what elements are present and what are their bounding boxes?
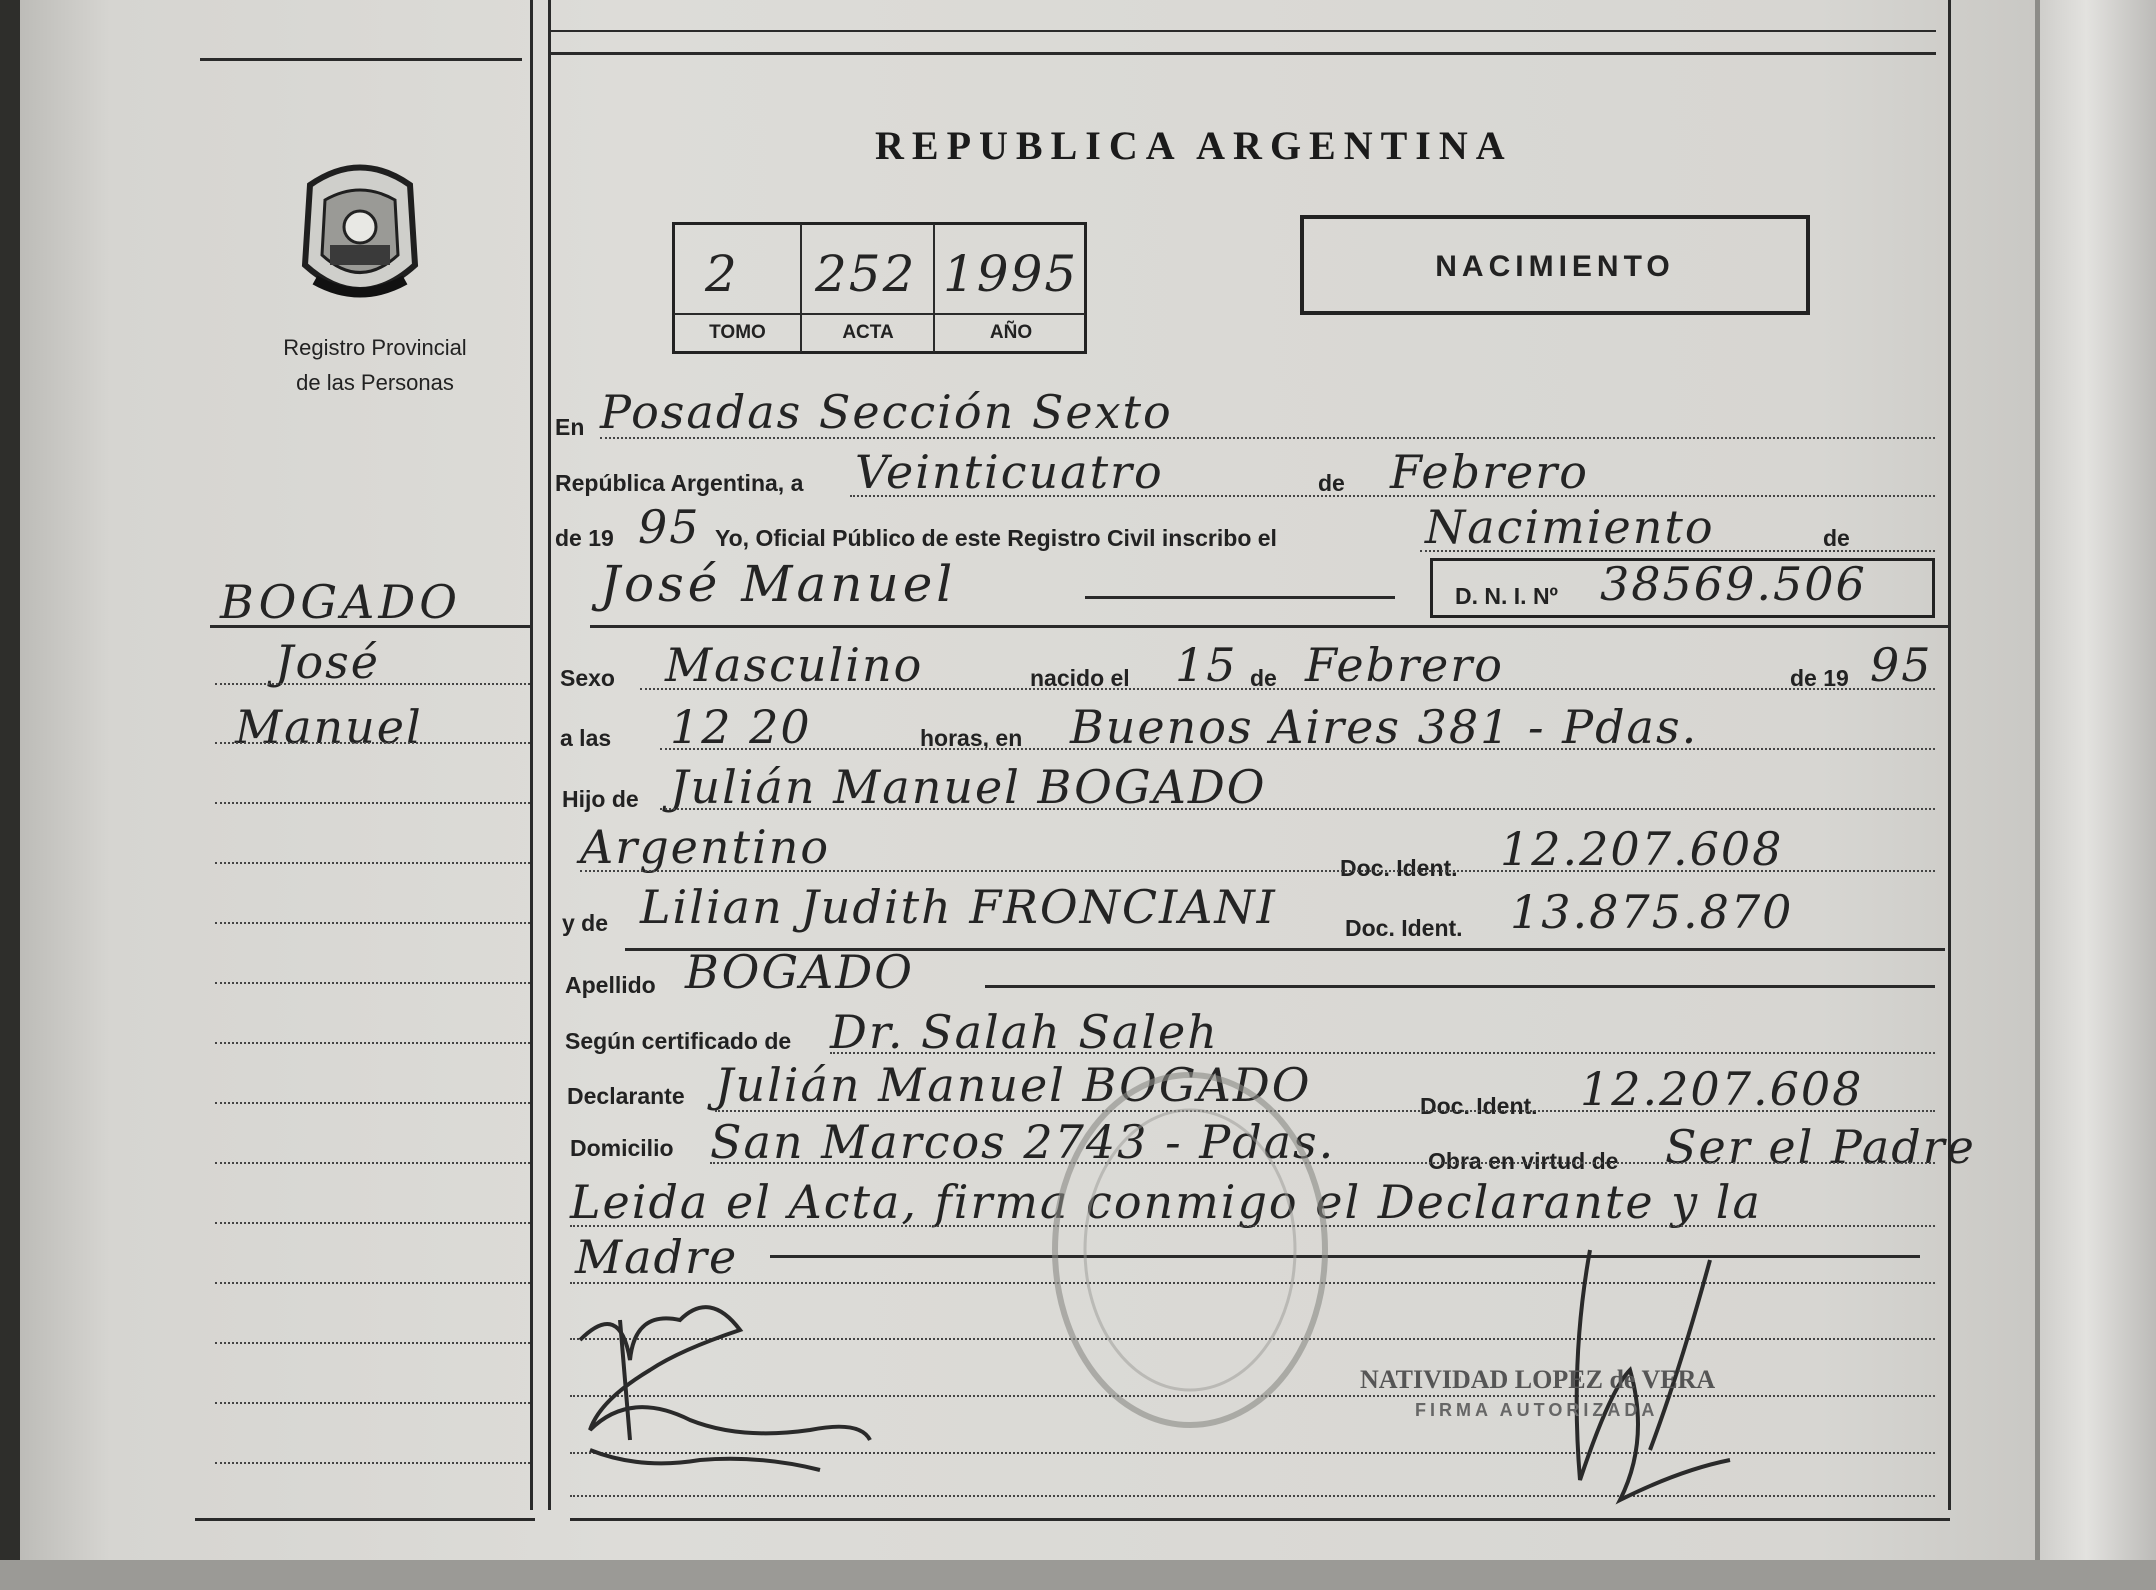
margin-dots: [215, 1162, 530, 1164]
top-rule-right-2: [548, 30, 1936, 32]
de3-label: de: [1250, 665, 1277, 691]
anio-value: 1995: [943, 245, 1079, 303]
birth-day: 15: [1175, 638, 1238, 692]
row-dots: [580, 870, 1935, 872]
margin-dots: [215, 1342, 530, 1344]
birth-year: 95: [1870, 638, 1933, 692]
margin-dots: [215, 802, 530, 804]
declarante-name: Julián Manuel BOGADO: [715, 1058, 1312, 1112]
closing-line2: Madre: [575, 1230, 739, 1284]
row-dots: [660, 748, 1935, 750]
birth-place: Buenos Aires 381 - Pdas.: [1070, 700, 1699, 754]
declarante-label: Declarante: [567, 1083, 685, 1109]
mother-name: Lilian Judith FRONCIANI: [640, 880, 1277, 934]
declarante-doc: 12.207.608: [1580, 1062, 1864, 1116]
obra-value: Ser el Padre: [1665, 1120, 1976, 1174]
dni-value: 38569.506: [1600, 557, 1867, 611]
margin-given2: Manuel: [235, 700, 423, 754]
obra-label: Obra en virtud de: [1428, 1148, 1619, 1174]
margin-dots: [215, 1282, 530, 1284]
birth-month: Febrero: [1305, 638, 1504, 692]
record-type: NACIMIENTO: [1435, 250, 1675, 283]
registry-name-line2: de las Personas: [296, 370, 454, 395]
margin-bottom-rule: [195, 1518, 535, 1521]
margin-dots: [215, 1042, 530, 1044]
apellido-fill-line: [985, 985, 1935, 988]
authorized-signer-name: NATIVIDAD LOPEZ de VERA: [1360, 1365, 1716, 1394]
margin-given1: José: [275, 635, 380, 689]
margin-dots: [215, 742, 530, 744]
margin-dots: [215, 862, 530, 864]
oficial-text: Yo, Oficial Público de este Registro Civil inscribo el: [715, 525, 1277, 551]
anio-label: AÑO: [989, 322, 1033, 343]
authorized-signature-label: FIRMA AUTORIZADA: [1415, 1400, 1659, 1420]
apellido-value: BOGADO: [685, 945, 914, 999]
top-rule-left: [200, 58, 522, 61]
sexo-value: Masculino: [665, 638, 924, 692]
official-stamp-icon: [1040, 1060, 1340, 1440]
place-of-registry: Posadas Sección Sexto: [600, 385, 1173, 439]
segun-label: Según certificado de: [565, 1028, 792, 1054]
column-divider-right: [548, 0, 551, 1510]
provincial-seal-icon: [290, 155, 430, 315]
margin-dots: [215, 683, 530, 685]
form-bottom-rule: [570, 1518, 1950, 1521]
sexo-label: Sexo: [560, 665, 615, 691]
father-nationality: Argentino: [580, 820, 831, 874]
doc2-label: Doc. Ident.: [1345, 915, 1463, 941]
margin-dots: [215, 922, 530, 924]
name-fill-line: [1085, 596, 1395, 599]
row-dots: [600, 437, 1935, 439]
de-label: de: [1318, 470, 1345, 496]
republica-label: República Argentina, a: [555, 470, 804, 496]
row-dots: [660, 808, 1935, 810]
doctor-name: Dr. Salah Saleh: [830, 1005, 1219, 1059]
margin-dots: [215, 1222, 530, 1224]
margin-dots: [215, 1102, 530, 1104]
month: Febrero: [1390, 445, 1589, 499]
facing-page: [2040, 0, 2156, 1590]
nacido-label: nacido el: [1030, 665, 1130, 691]
hijo-label: Hijo de: [562, 786, 639, 812]
en-label: En: [555, 414, 585, 440]
yde-label: y de: [562, 910, 609, 936]
registry-name-line1: Registro Provincial: [283, 335, 467, 360]
alas-label: a las: [560, 725, 612, 751]
doc3-label: Doc. Ident.: [1420, 1093, 1538, 1119]
apellido-label: Apellido: [565, 972, 656, 998]
act-type: Nacimiento: [1425, 500, 1715, 554]
tomo-label: TOMO: [709, 322, 766, 343]
father-doc: 12.207.608: [1500, 822, 1784, 876]
doc-label: Doc. Ident.: [1340, 855, 1458, 881]
margin-surname: BOGADO: [220, 575, 461, 629]
book-bottom: [0, 1560, 2156, 1590]
column-divider-left: [530, 0, 533, 1510]
ref-label-rule: [674, 313, 1085, 315]
ref-divider-1: [800, 224, 802, 352]
margin-dots: [215, 1462, 530, 1464]
closing-line1: Leida el Acta, firma conmigo el Declarante y la: [570, 1175, 1762, 1229]
margin-dots: [215, 1402, 530, 1404]
de2-label: de: [1823, 525, 1850, 551]
declarant-signature-icon: [560, 1280, 890, 1490]
margin-dots: [215, 982, 530, 984]
birth-time: 12 20: [670, 700, 812, 754]
dni-label: D. N. I. Nº: [1455, 583, 1558, 609]
acta-value: 252: [815, 245, 917, 303]
acta-label: ACTA: [842, 322, 894, 343]
row-dots: [850, 495, 1935, 497]
closing-fill-line: [770, 1255, 1920, 1258]
row-dots: [830, 1052, 1935, 1054]
year-suffix: 95: [638, 500, 701, 554]
tomo-value: 2: [705, 245, 739, 303]
document-title: REPUBLICA ARGENTINA: [875, 123, 1513, 168]
year-prefix: de 19: [555, 525, 614, 551]
ref-divider-2: [933, 224, 935, 352]
page-right-border: [1948, 0, 1951, 1510]
de4-label: de 19: [1790, 665, 1849, 691]
margin-rule-1: [210, 625, 532, 628]
mother-doc: 13.875.870: [1510, 885, 1794, 939]
father-name: Julián Manuel BOGADO: [670, 760, 1267, 814]
top-rule-right: [548, 52, 1936, 55]
domicilio-value: San Marcos 2743 - Pdas.: [710, 1115, 1336, 1169]
child-name: José Manuel: [600, 555, 957, 613]
row-rule: [590, 625, 1950, 628]
horas-label: horas, en: [920, 725, 1023, 751]
day-words: Veinticuatro: [855, 445, 1164, 499]
row-dots: [1420, 550, 1935, 552]
row-dots: [640, 688, 1935, 690]
domicilio-label: Domicilio: [570, 1135, 674, 1161]
